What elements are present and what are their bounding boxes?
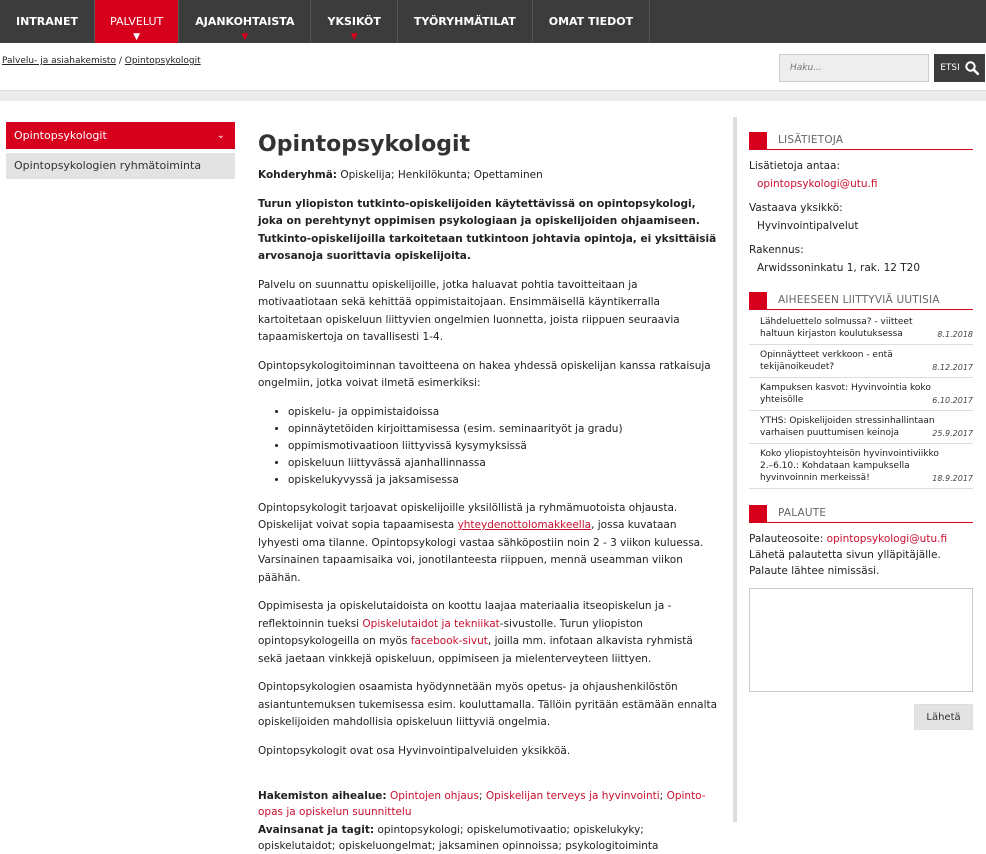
section-header-news <box>749 290 973 310</box>
topic-link[interactable]: Opinto-opas ja opiskelun suunnittelu <box>258 790 706 818</box>
chevron-down-icon: ▼ <box>350 32 358 42</box>
study-skills-link[interactable]: Opiskelutaidot ja tekniikat <box>362 617 500 630</box>
chevron-down-icon: ⌄ <box>216 130 225 141</box>
section-marker <box>749 505 767 523</box>
news-title: Lähdeluettelo solmussa? - viitteet haltuun kirjaston koulutuksessa <box>760 317 913 339</box>
nav-item-tyoryhmatilat[interactable] <box>398 0 533 43</box>
news-item[interactable] <box>749 312 973 345</box>
nav-label: OMAT TIEDOT <box>548 15 634 28</box>
feedback-label: Palauteosoite: <box>749 533 824 545</box>
separator: ; <box>659 790 664 802</box>
nav-label: YKSIKÖT <box>327 15 381 28</box>
feedback-textarea[interactable] <box>749 588 973 692</box>
chevron-down-icon: ▼ <box>241 32 249 42</box>
text: , joilla mm. infotaan alkavista ryhmistä sekä jaetaan vinkkejä opiskeluun, oppimiseen ja mielenterveyteen liittyen. <box>258 635 693 665</box>
info-email <box>757 176 973 192</box>
paragraph: Palvelu on suunnattu opiskelijoille, jotka haluavat pohtia tavoitteitaan ja motivaatiotaan sekä kehittää oppimistaitojaan. Ensimmäisellä käyntikerralla kartoitetaan opiskeluun liittyvien ongelmien luonnetta, joista riippuen seuraavia tapaamiskertoja on tavallisesti 1-4. <box>258 278 680 343</box>
breadcrumb <box>2 56 201 66</box>
breadcrumb-link-current[interactable]: Opintopsykologit <box>124 56 201 66</box>
facebook-link[interactable]: facebook-sivut <box>410 635 488 647</box>
nav-item-omat-tiedot[interactable] <box>533 0 650 43</box>
news-item[interactable] <box>749 444 973 489</box>
news-list <box>749 312 973 489</box>
section-title: PALAUTE <box>778 507 827 519</box>
separator: ; <box>478 790 483 802</box>
info-email-link[interactable]: opintopsykologi@utu.fi <box>757 178 878 190</box>
sidebar-item-label: Opintopsykologien ryhmätoiminta <box>14 159 202 172</box>
list-item: • opiskelukyvyssä ja jaksamisessa <box>288 472 720 489</box>
target-group <box>258 167 720 185</box>
sidebar-item-ryhmatoiminta[interactable] <box>6 153 235 179</box>
nav-label: PALVELUT <box>110 15 164 28</box>
list-item: • oppimismotivaatioon liittyvissä kysymyksissä <box>288 438 720 455</box>
info-label: Vastaava yksikkö: <box>749 202 843 214</box>
news-date: 8.1.2018 <box>937 330 973 339</box>
main-content <box>258 130 720 854</box>
breadcrumb-separator: / <box>118 56 122 66</box>
paragraph <box>258 500 720 588</box>
search-button-label: ETSI <box>940 63 960 73</box>
text: , jossa kuvataan lyhyesti oma tilanne. Opintopsykologi vastaa sähköpostiin noin 2 - 3 viikon kuluessa. Varsinainen tapaamisaika voi, jonotilanteesta riippuen, mennä useamman viikon päähän. <box>258 519 704 584</box>
sidebar-item-label: Opintopsykologit <box>14 129 107 142</box>
news-item[interactable] <box>749 411 973 444</box>
target-group-value: Opiskelija; Henkilökunta; Opettaminen <box>340 169 543 181</box>
section-marker <box>749 292 767 310</box>
news-title: Koko yliopistoyhteisön hyvinvointiviikko 2.–6.10.: Kohdataan kampuksella hyvinvoinnin merkeissä! <box>760 449 939 483</box>
example-list <box>258 404 720 489</box>
nav-label: AJANKOHTAISTA <box>195 15 295 28</box>
column-divider <box>733 117 737 822</box>
keywords-value: opintopsykologi; opiskelumotivaatio; opiskelukyky; opiskelutaidot; opiskeluongelmat; jaksaminen opinnoissa; psykologitoiminta <box>258 824 659 852</box>
paragraph: Opintopsykologitoiminnan tavoitteena on hakea yhdessä opiskelijan kanssa ratkaisuja ongelmiin, jotka voivat ilmetä esimerkiksi: <box>258 359 711 389</box>
info-unit: Hyvinvointipalvelut <box>757 220 859 232</box>
news-date: 25.9.2017 <box>932 429 973 438</box>
feedback-text: Lähetä palautetta sivun ylläpitäjälle. <box>749 549 941 561</box>
chevron-down-icon: ▼ <box>133 32 141 42</box>
news-date: 6.10.2017 <box>932 396 973 405</box>
target-group-label: Kohderyhmä: <box>258 169 338 181</box>
sidebar-item-opintopsykologit[interactable] <box>6 122 235 149</box>
feedback-section <box>749 531 973 730</box>
section-header-feedback <box>749 503 973 523</box>
keywords-label: Avainsanat ja tagit: <box>258 824 375 836</box>
nav-label: TYÖRYHMÄTILAT <box>413 15 516 28</box>
paragraph: Opintopsykologien osaamista hyödynnetään myös opetus- ja ohjaushenkilöstön asiantuntemuksen tukemisessa esim. kouluttamalla. Tällöin pyritään estämään ennalta opiskelijoiden mahdollisia opiskeluun liittyviä ongelmia. <box>258 681 718 728</box>
nav-item-ajankohtaista[interactable] <box>179 0 311 43</box>
topic-link[interactable]: Opiskelijan terveys ja hyvinvointi <box>485 790 660 802</box>
search-button[interactable] <box>934 54 985 82</box>
feedback-address <box>749 531 973 547</box>
topic-label: Hakemiston aihealue: <box>258 790 387 802</box>
paragraph: Opintopsykologit ovat osa Hyvinvointipalveluiden yksikköä. <box>258 744 571 757</box>
text: Oppimisesta ja opiskelutaidoista on koottu laajaa materiaalia itseopiskelun ja -reflektoinnin tueksi <box>258 600 672 630</box>
lead-paragraph: Turun yliopiston tutkinto-opiskelijoiden käytettävissä on opintopsykologi, joka on perehtynyt oppimisen psykologiaan ja opiskelijoiden ohjaamiseen. Tutkinto-opiskelijoilla tarkoitetaan tutkintoon johtavia opintoja, ei yksittäisiä arvosanoja suorittavia opiskelijoita. <box>258 197 717 262</box>
contact-form-link[interactable]: yhteydenottolomakkeella <box>457 519 592 531</box>
section-title: AIHEESEEN LIITTYVIÄ UUTISIA <box>778 294 940 306</box>
news-date: 18.9.2017 <box>932 474 973 483</box>
nav-item-yksikot[interactable] <box>311 0 397 43</box>
paragraph <box>258 598 720 668</box>
news-title: YTHS: Opiskelijoiden stressinhallintaan varhaisen puuttumisen keinoja <box>760 416 935 438</box>
news-title: Kampuksen kasvot: Hyvinvointia koko yhteisölle <box>760 383 931 405</box>
nav-item-intranet[interactable] <box>0 0 95 43</box>
page-title: Opintopsykologit <box>258 132 471 157</box>
news-item[interactable] <box>749 345 973 378</box>
send-button[interactable]: Lähetä <box>914 704 973 730</box>
info-label: Lisätietoja antaa: <box>749 160 841 172</box>
section-marker <box>749 132 767 150</box>
feedback-email-link[interactable]: opintopsykologi@utu.fi <box>826 533 948 545</box>
section-header-info <box>749 130 973 150</box>
search-input[interactable] <box>779 54 929 82</box>
news-title: Opinnäytteet verkkoon - entä tekijänoikeudet? <box>760 350 893 372</box>
topic-link[interactable]: Opintojen ohjaus <box>389 790 479 802</box>
nav-item-palvelut[interactable] <box>95 0 179 43</box>
text: Opintopsykologit tarjoavat opiskelijoille yksilöllistä ja ryhmämuotoista ohjausta. Opiskelijat voivat sopia tapaamisesta <box>258 501 678 531</box>
list-item: • opiskelu- ja oppimistaidoissa <box>288 404 720 421</box>
info-label: Rakennus: <box>749 244 804 256</box>
search-icon <box>965 61 979 75</box>
top-navigation <box>0 0 986 43</box>
section-title: LISÄTIETOJA <box>778 134 844 146</box>
list-item: • opiskeluun liittyvässä ajanhallinnassa <box>288 455 720 472</box>
nav-label: INTRANET <box>16 15 79 28</box>
info-building: Arwidssoninkatu 1, rak. 12 T20 <box>757 262 921 274</box>
topic-area <box>258 788 720 820</box>
keywords <box>258 822 720 854</box>
right-sidebar <box>749 130 973 730</box>
feedback-text: Palaute lähtee nimissäsi. <box>749 565 880 577</box>
news-item[interactable] <box>749 378 973 411</box>
header-divider <box>0 90 986 101</box>
breadcrumb-link-parent[interactable]: Palvelu- ja asiahakemisto <box>2 56 116 66</box>
text: -sivustolle. Turun yliopiston opintopsykologeilla on myös <box>258 617 643 647</box>
news-date: 8.12.2017 <box>932 363 973 372</box>
list-item: • opinnäytetöiden kirjoittamisessa (esim. seminaarityöt ja gradu) <box>288 421 720 438</box>
